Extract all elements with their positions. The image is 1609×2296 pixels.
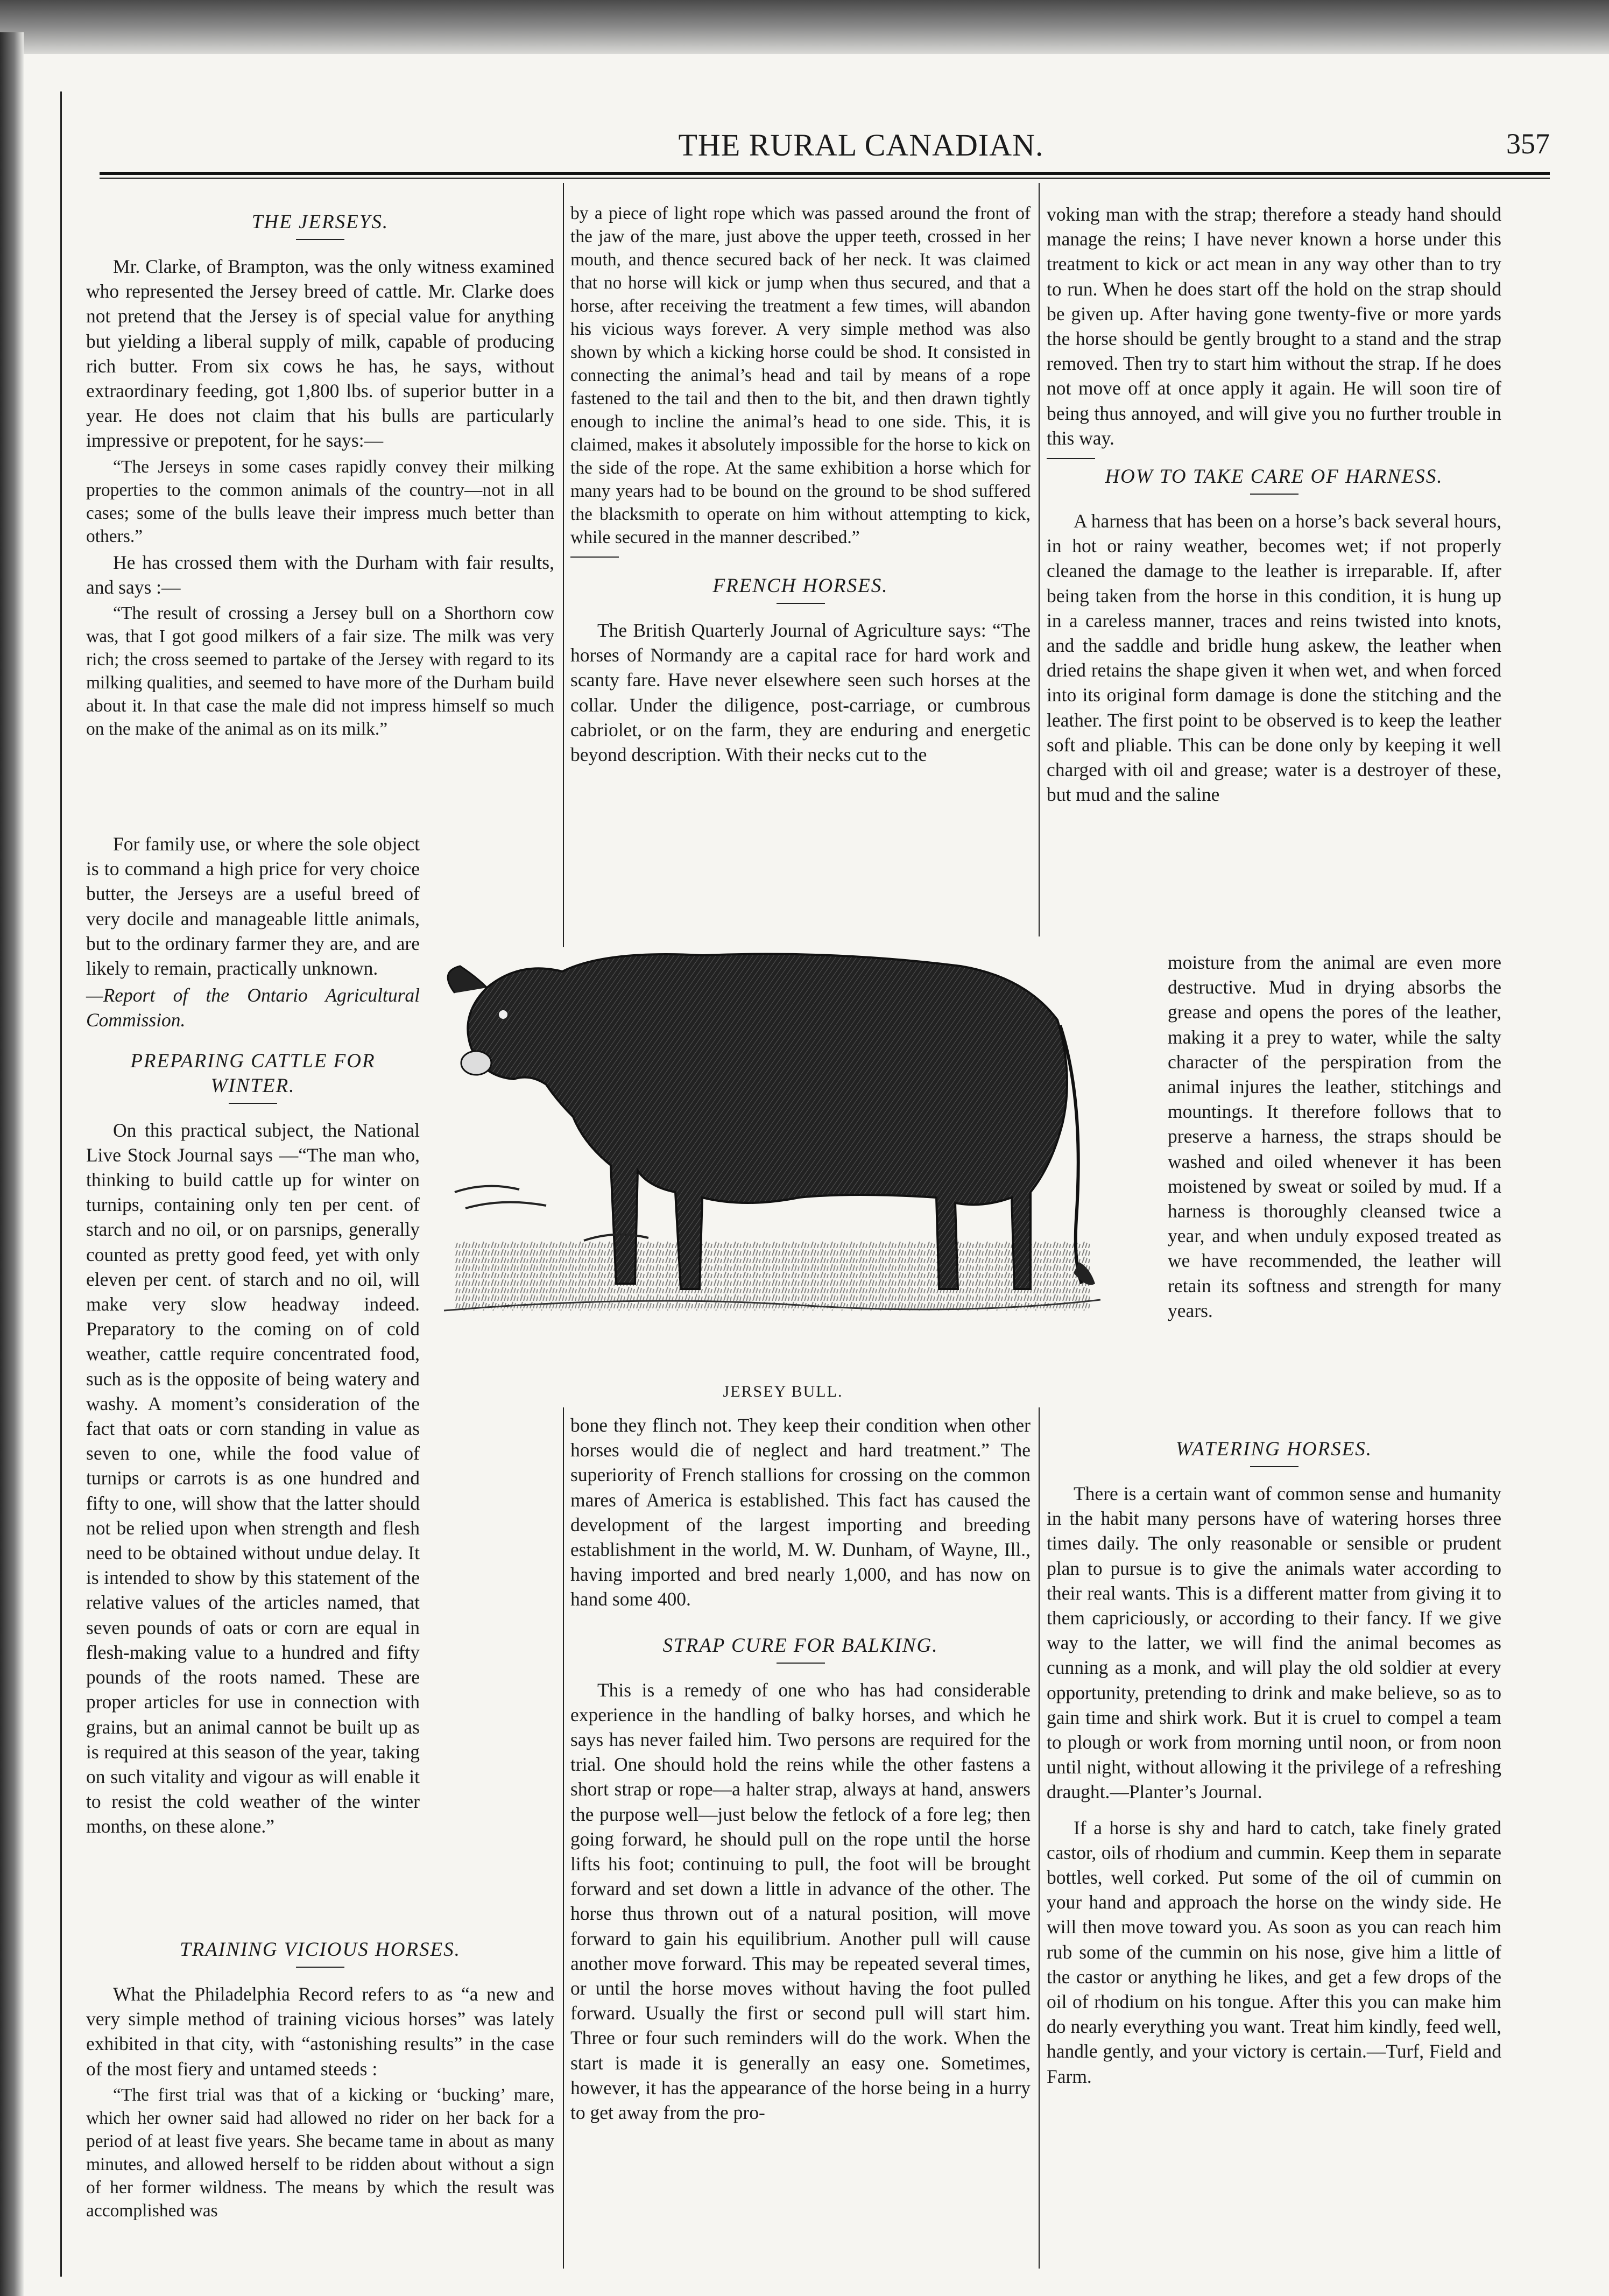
scan-left-edge [0, 32, 24, 2296]
header-rule [100, 172, 1550, 179]
heading-rule [777, 1663, 825, 1664]
paragraph: For family use, or where the sole object is to command a high price for very choice butter, the Jerseys are a useful breed of very docile and manageable little animals, but to the ordinary farmer they are, and are likely to remain, practically unknown. [86, 833, 420, 980]
paragraph: This is a remedy of one who has had considerable experience in the handling of balky horses, and which he says has never failed him. Two persons are required for the trial. One should hold the reins while the other fastens a short strap or rope—a halter strap, always at hand, answers the purpose well—just below the fetlock of a fore leg; then going forward, he should pull on the rope until the horse lifts his foot; continuing to pull, the foot will be brought forward and set down a little in advance of the other. The horse thus thrown out of a natural position, will move forward to gain his equilibrium. Another pull will cause another move forward. This may be repeated several times, or until the horse moves without having the foot pulled forward. Usually the first or second pull will start him. Three or four such reminders will do the work. When the start is made it is generally an easy one. Sometimes, however, it has the appearance of the horse being in a hurry to get away from the pro- [570, 1679, 1031, 2124]
paragraph: Mr. Clarke, of Brampton, was the only witness examined who represented the Jersey breed of cattle. Mr. Clarke does not pretend that the Jersey is of special value for anything but yielding a liberal supply of milk, capable of producing rich butter. From six cows he has, he says, without extraordinary feeding, got 1,800 lbs. of superior butter in a year. He does not claim that his bulls are particularly impressive or prepotent, for he says:— [86, 256, 554, 452]
section-rule [570, 557, 619, 558]
paragraph: He has crossed them with the Durham with fair results, and says :— [86, 551, 554, 598]
citation: —Report of the Ontario Agricultural Commission. [86, 984, 420, 1031]
page-number: 357 [1506, 128, 1550, 160]
scan-top-edge [0, 0, 1609, 54]
figure-caption: JERSEY BULL. [723, 1383, 843, 1400]
heading-rule [296, 1967, 344, 1968]
column-rule-1b [563, 1407, 564, 2269]
paragraph: bone they flinch not. They keep their condition when other horses would die of neglect and hard treatment.” The superiority of French stallions for crossing on the common mares of America is established. This fact has caused the development of the largest importing and breeding establishment in the world, M. W. Dunham, of Wayne, Ill., having imported and bred nearly 1,000, and has now on hand some 400. [570, 1414, 1031, 1610]
column-3-top [1047, 202, 1501, 809]
heading-rule [1250, 1466, 1299, 1467]
paragraph: On this practical subject, the National Live Stock Journal says —“The man who, thinking to build cattle up for winter on turnips, containing only ten per cent. of starch and no oil, or on parsnips, generally counted as pretty good feed, yet with only eleven per cent. of starch and no oil, will make very slow headway indeed. Preparatory to the coming on of cold weather, cattle require concentrated food, such as is the opposite of being watery and washy. A moment’s consideration of the fact that oats or corn standing in value as seven to one, while the food value of turnips or carrots is as one hundred and fifty to one, will show that the latter should not be relied upon when strength and flesh need to be obtained without undue delay. It is intended to show by this statement of the relative values of the articles named, that seven pounds of oats or corn are equal in flesh-making value to a hundred and fifty pounds of the roots named. These are proper articles for use in connection with grains, but an animal cannot be built up as is required at this season of the year, taking on such vitality and vigour as will enable it to resist the cold weather of the winter months, on these alone.” [86, 1119, 420, 1837]
paragraph: What the Philadelphia Record refers to as “a new and very simple method of training vicious horses” was lately exhibited in that city, with “astonishing results” in the case of the most fiery and untamed steeds : [86, 1983, 554, 2080]
quotation: “The result of crossing a Jersey bull on a Shorthorn cow was, that I got good milkers of a fair size. The milk was very rich; the cross seemed to partake of the Jersey with regard to its milking qualities, and seemed to have more of the Durham build about it. In that case the male did not impress himself so much on the make of the animal as on its milk.” [86, 603, 554, 739]
paragraph: A harness that has been on a horse’s back several hours, in hot or rainy weather, becomes wet; if not properly cleaned the damage to the leather is irreparable. If, after being taken from the horse in this condition, it is hung up in a careless manner, traces and reins twisted into knots, and the saddle and bridle hung askew, the leather when dried retains the shape given it when wet, and when forced into its original form damage is done the stitching and the leather. The first point to be observed is to keep the leather soft and pliable. This can be done only by keeping it well charged with oil and grease; water is a destroyer of these, but mud and the saline [1047, 510, 1501, 806]
quotation: “The first trial was that of a kicking or ‘bucking’ mare, which her owner said had allowed no rider on her back for a period of at least five years. She became tame in about as many minutes, and allowed herself to be ridden about without a sign of her former wildness. The means by which the result was accomplished was [86, 2084, 554, 2221]
heading-preparing-cattle: PREPARING CATTLE FOR WINTER. [130, 1050, 376, 1097]
heading-rule [229, 1103, 277, 1104]
column-3-bottom [1047, 1432, 1501, 2091]
column-1-top [86, 205, 554, 743]
column-3-narrow [1168, 950, 1501, 1325]
heading-training-vicious-horses: TRAINING VICIOUS HORSES. [180, 1939, 461, 1961]
column-1-bottom [86, 1932, 554, 2224]
running-head: THE RURAL CANADIAN. [678, 128, 1044, 163]
heading-rule [777, 603, 825, 604]
heading-care-of-harness: HOW TO TAKE CARE OF HARNESS. [1105, 466, 1443, 488]
column-1-narrow [86, 832, 420, 1841]
paragraph: voking man with the strap; therefore a steady hand should manage the reins; I have never known a horse under this treatment to kick or act mean in any way other than to try to run. When he does start off the hold on the strap should be given up. After having gone twenty-five or more yards the horse should be gently brought to a stand and the strap removed. Then try to start him without the strap. If he does not move off at once apply it again. He will soon tire of being thus annoyed, and will give you no further trouble in this way. [1047, 203, 1501, 449]
quotation: “The Jerseys in some cases rapidly convey their milking properties to the common animals of the country—not in all cases; some of the bulls leave their impress much better than others.” [86, 456, 554, 546]
column-2-top [570, 202, 1031, 769]
heading-watering-horses: WATERING HORSES. [1175, 1438, 1373, 1460]
jersey-bull-figure [422, 939, 1144, 1407]
section-rule [1047, 458, 1095, 459]
column-rule-1 [563, 183, 564, 947]
jersey-bull-engraving [422, 939, 1144, 1381]
paragraph: moisture from the animal are even more destructive. Mud in drying absorbs the grease and opens the pores of the leather, making it a prey to water, while the salty character of the perspiration from the animal injures the leather, stitchings and mountings. It therefore follows that to preserve a harness, the straps should be washed and oiled whenever it has been moistened by sweat or soiled by mud. If a harness is thoroughly cleansed twice a year, and when unduly exposed treated as we have recommended, the leather will retain its softness and strength for many years. [1168, 952, 1501, 1321]
heading-rule [296, 239, 344, 240]
paragraph: There is a certain want of common sense and humanity in the habit many persons have of watering horses three times daily. The only reasonable or sensible or prudent plan to pursue is to give the animals water according to their real wants. This is a different matter from giving it to them capriciously, or according to their fancy. If we give way to the latter, we will find the animal becomes as cunning as a monk, and will play the old soldier at every opportunity, pretending to drink and make believe, so as to gain time and shirk work. But it is cruel to compel a team to plough or work from morning until noon, or from noon until night, without allowing it the privilege of a refreshing draught.—Planter’s Journal. [1047, 1483, 1501, 1803]
paragraph: The British Quarterly Journal of Agriculture says: “The horses of Normandy are a capital race for hard work and scanty fare. Have never elsewhere seen such horses at the collar. Under the diligence, post-carriage, or cumbrous cabriolet, or on the farm, they are enduring and energetic beyond description. With their necks cut to the [570, 619, 1031, 766]
heading-strap-cure: STRAP CURE FOR BALKING. [662, 1634, 938, 1657]
paragraph: If a horse is shy and hard to catch, take finely grated castor, oils of rhodium and cummin. Keep them in separate bottles, well corked. Put some of the oil of cummin on your hand and approach the horse on the windy side. He will then move toward you. As soon as you can reach him rub some of the cummin on his nose, give him a little of the castor or anything he likes, and get a few drops of the oil of rhodium on his tongue. After this you can make him do nearly everything you want. Treat him kindly, feed well, handle gently, and your victory is certain.—Turf, Field and Farm. [1047, 1816, 1501, 2087]
paragraph: by a piece of light rope which was passed around the front of the jaw of the mare, just above the upper teeth, crossed in her mouth, and thence secured back of her neck. It was claimed that no horse will kick or jump when thus secured, and that a horse, after receiving the treatment a few times, will abandon his vicious ways forever. A very simple method was also shown by which a kicking horse could be shod. It consisted in connecting the animal’s head and tail by means of a rope fastened to the tail and then to the bit, and then drawn tightly enough to incline the animal’s head to one side. This, it is claimed, makes it absolutely impossible for the horse to kick on the side of the rope. At the same exhibition a horse which for many years had to be bound on the ground to be shod suffered the blacksmith to operate on him without attempting to kick, while secured in the manner described.” [570, 203, 1031, 547]
binding-line [60, 91, 62, 2277]
column-rule-2 [1039, 183, 1040, 936]
heading-french-horses: FRENCH HORSES. [712, 575, 888, 597]
column-2-bottom [570, 1413, 1031, 2127]
heading-the-jerseys: THE JERSEYS. [251, 211, 389, 233]
column-rule-2b [1039, 1407, 1040, 2269]
heading-rule [1250, 494, 1299, 495]
